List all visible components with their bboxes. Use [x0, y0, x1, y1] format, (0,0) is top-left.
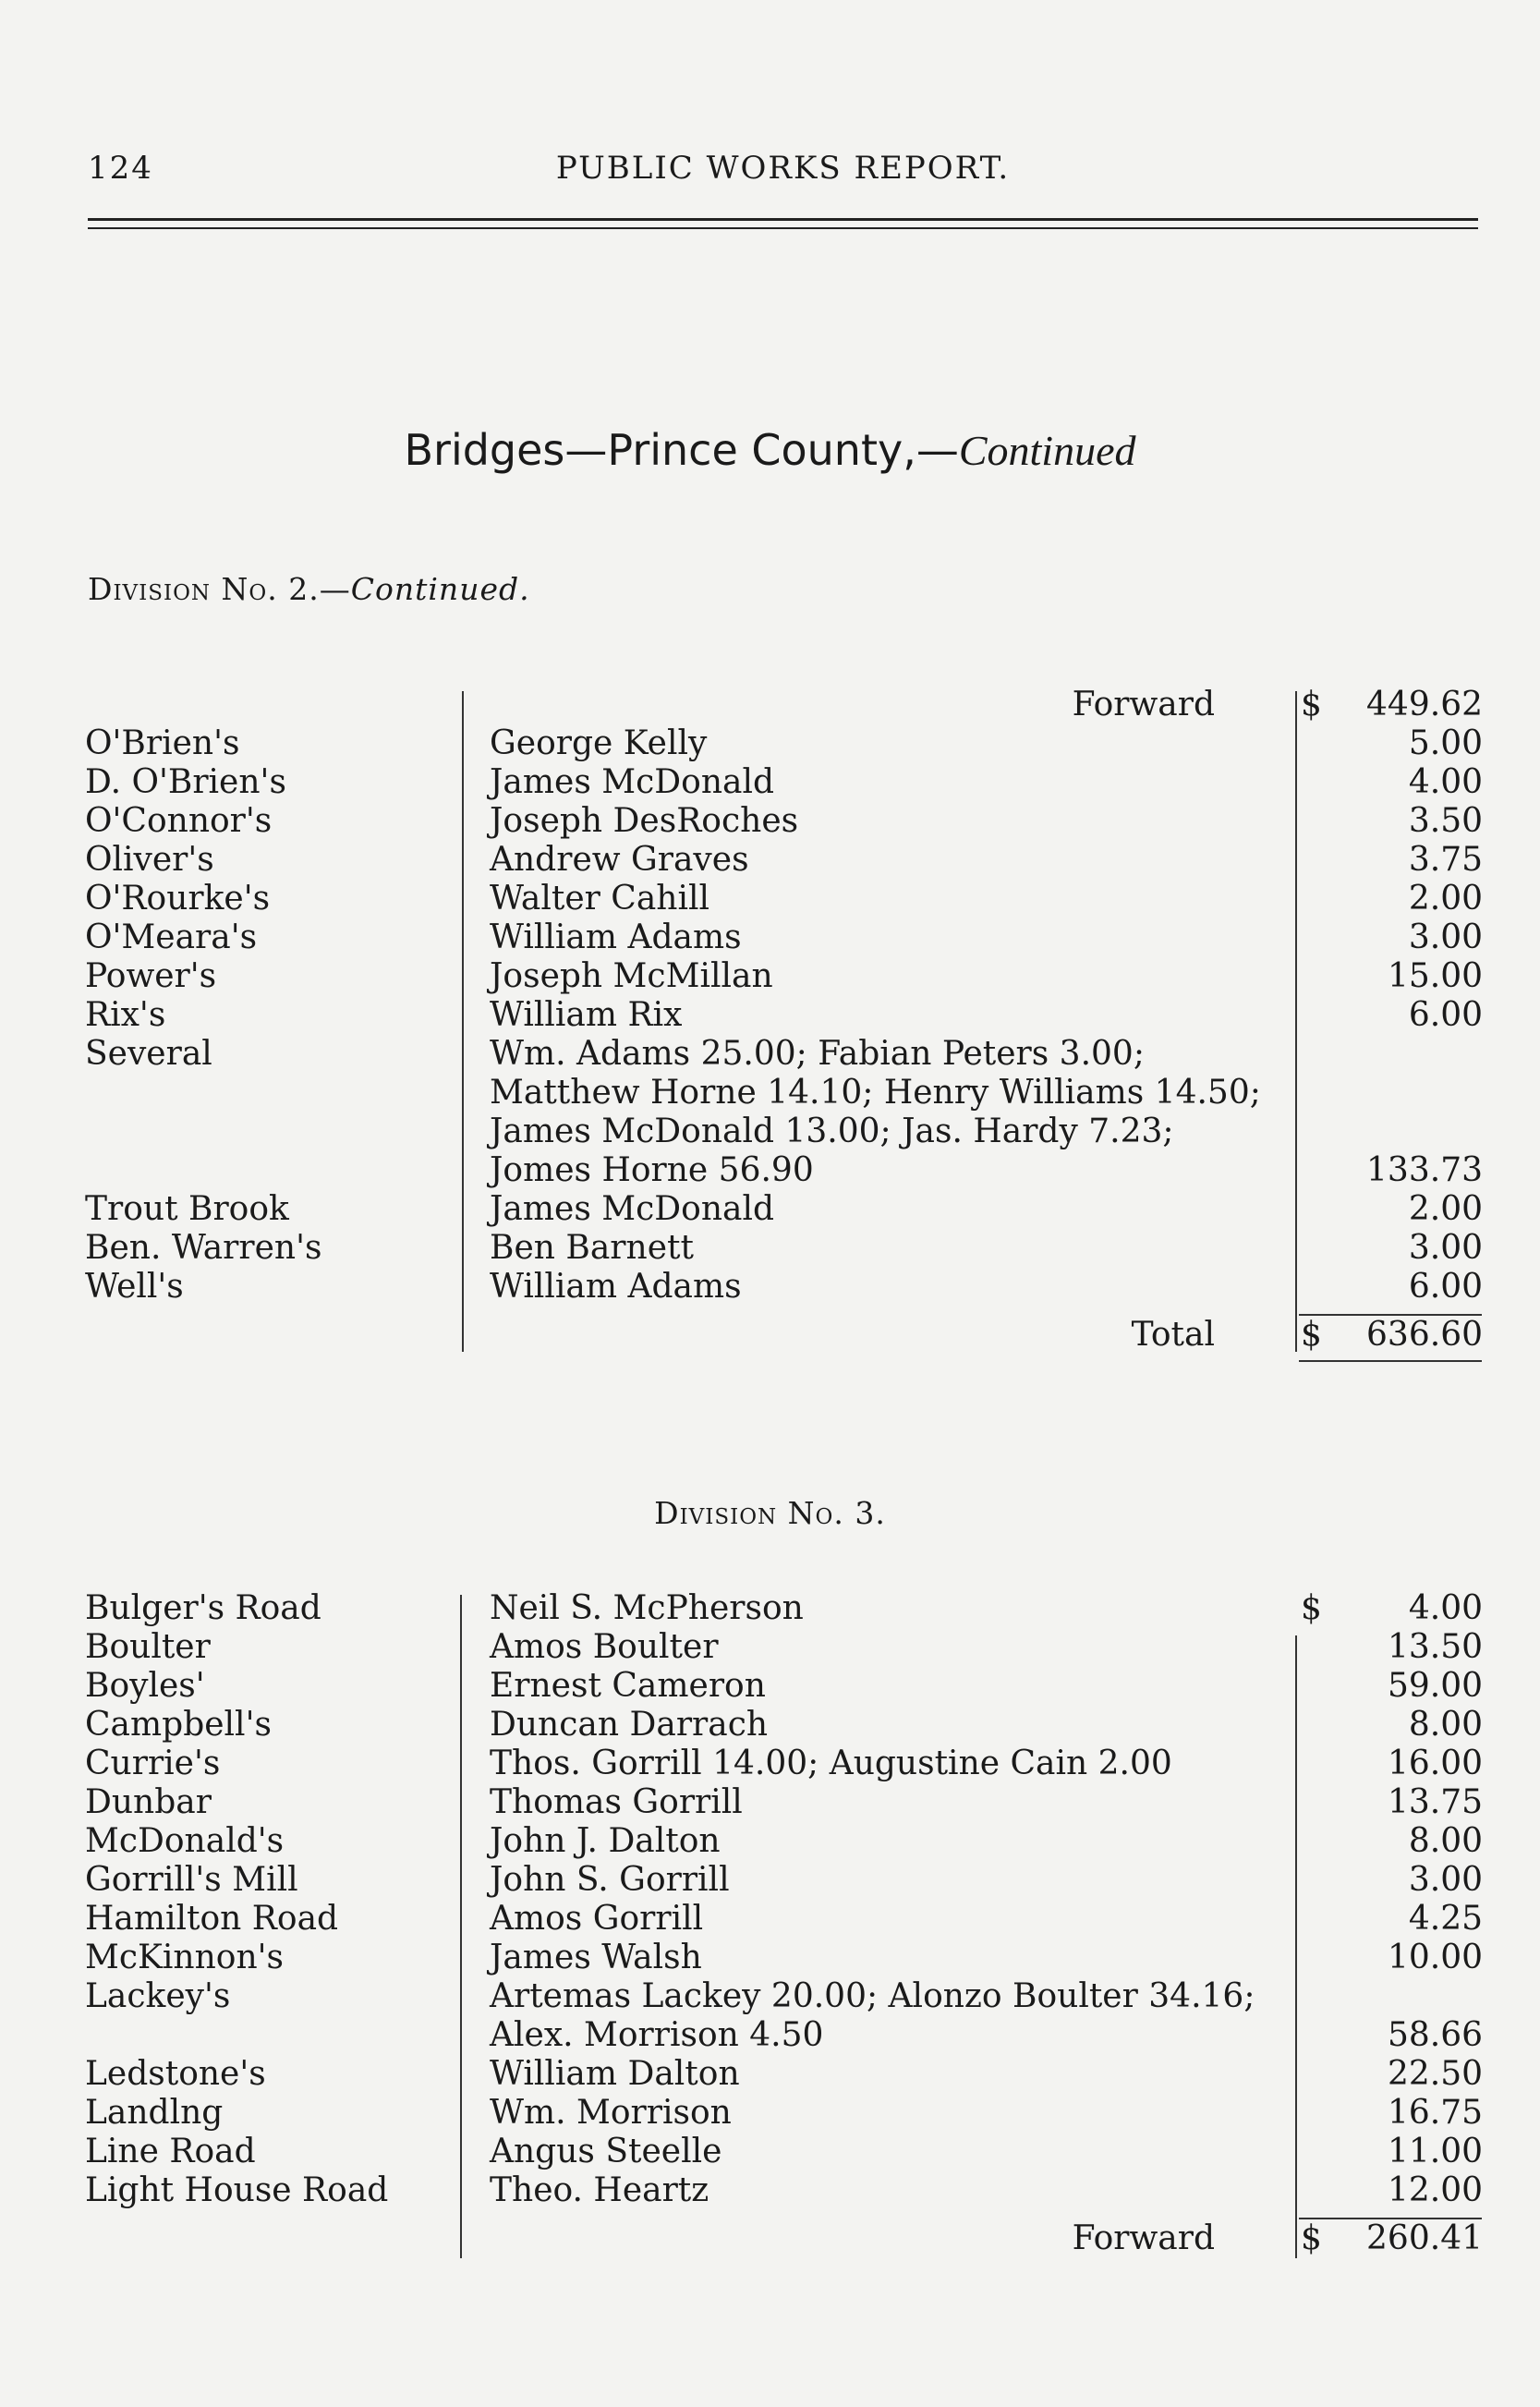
payee: Wm. Morrison — [490, 2094, 732, 2132]
bridge-name: O'Rourke's — [85, 880, 271, 918]
bridge-name: Lackey's — [85, 1977, 231, 2015]
amount: 8.00 — [1408, 1822, 1483, 1860]
payee: Amos Gorrill — [490, 1900, 704, 1938]
page-number: 124 — [88, 150, 153, 187]
bridge-name: Trout Brook — [85, 1190, 289, 1228]
column-divider — [462, 691, 464, 1352]
division-2-heading — [88, 571, 530, 607]
amount: 13.50 — [1387, 1628, 1483, 1666]
forward-row — [0, 686, 1540, 724]
table-row — [0, 841, 1540, 880]
amount: 16.75 — [1387, 2094, 1483, 2132]
bridge-name: Boyles' — [85, 1667, 205, 1705]
payee: Duncan Darrach — [490, 1706, 769, 1744]
total-row — [0, 1316, 1540, 1355]
total-label: Total — [1131, 1316, 1215, 1354]
table-row — [0, 2055, 1540, 2094]
bridge-name: Line Road — [85, 2133, 256, 2170]
amount: 12.00 — [1387, 2171, 1483, 2209]
section-title — [0, 425, 1540, 475]
table-row — [0, 1783, 1540, 1822]
amount: 8.00 — [1408, 1706, 1483, 1744]
payee: Joseph DesRoches — [490, 802, 799, 840]
payee: Andrew Graves — [490, 841, 749, 879]
table-row — [0, 1035, 1540, 1074]
table-row — [0, 1667, 1540, 1706]
bridge-name: O'Brien's — [85, 724, 240, 762]
bridge-name: Hamilton Road — [85, 1900, 339, 1938]
table-row — [0, 1900, 1540, 1939]
amount: 4.25 — [1408, 1900, 1483, 1938]
amount: 3.00 — [1408, 918, 1483, 956]
table-row — [0, 2016, 1540, 2055]
table-row — [0, 1268, 1540, 1307]
bridge-name: McKinnon's — [85, 1939, 285, 1976]
amount: 6.00 — [1408, 1268, 1483, 1306]
forward-label: Forward — [1072, 2219, 1215, 2257]
payee: Thos. Gorrill 14.00; Augustine Cain 2.00 — [490, 1744, 1172, 1782]
bridge-name: Bulger's Road — [85, 1589, 321, 1627]
payee: William Adams — [490, 918, 742, 956]
amount: 3.00 — [1408, 1861, 1483, 1899]
running-header — [88, 150, 1478, 190]
bridge-name: Light House Road — [85, 2171, 389, 2209]
amount: 22.50 — [1387, 2055, 1483, 2093]
amount: 11.00 — [1387, 2133, 1483, 2170]
payee: Ernest Cameron — [490, 1667, 766, 1705]
payee: James Walsh — [490, 1939, 702, 1976]
forward-label: Forward — [1072, 686, 1215, 723]
payee: William Dalton — [490, 2055, 740, 2093]
section-title-continued: Continued — [958, 427, 1136, 474]
payee: George Kelly — [490, 724, 708, 762]
amount: 13.75 — [1387, 1783, 1483, 1821]
payee: James McDonald 13.00; Jas. Hardy 7.23; — [490, 1112, 1174, 1150]
bridge-name: Well's — [85, 1268, 184, 1306]
header-rule-lower — [88, 227, 1478, 229]
bridge-name: McDonald's — [85, 1822, 285, 1860]
amount: 59.00 — [1387, 1667, 1483, 1705]
payee: John J. Dalton — [490, 1822, 721, 1860]
payee: Matthew Horne 14.10; Henry Williams 14.50; — [490, 1074, 1261, 1112]
amount: 16.00 — [1387, 1744, 1483, 1782]
payee: Theo. Heartz — [490, 2171, 709, 2209]
table-row — [0, 1589, 1540, 1628]
amount: 58.66 — [1387, 2016, 1483, 2054]
amount: 2.00 — [1408, 1190, 1483, 1228]
column-divider — [1295, 1635, 1297, 2258]
column-divider — [460, 1595, 462, 2258]
bridge-name: Currie's — [85, 1744, 221, 1782]
table-row — [0, 1977, 1540, 2016]
table-row — [0, 2133, 1540, 2171]
payee: James McDonald — [490, 763, 775, 801]
amount: 3.00 — [1408, 1229, 1483, 1267]
table-row — [0, 1229, 1540, 1268]
division-2-heading-continued: Continued. — [350, 571, 530, 607]
table-row — [0, 1112, 1540, 1151]
bridge-name: Power's — [85, 957, 217, 995]
forward-amount: 449.62 — [1366, 686, 1483, 723]
payee: Wm. Adams 25.00; Fabian Peters 3.00; — [490, 1035, 1145, 1073]
dollar-sign: $ — [1301, 1316, 1322, 1354]
bridge-name: Ledstone's — [85, 2055, 266, 2093]
table-row — [0, 724, 1540, 763]
bridge-name: Campbell's — [85, 1706, 272, 1744]
bridge-name: Several — [85, 1035, 212, 1073]
amount: 3.50 — [1408, 802, 1483, 840]
payee: James McDonald — [490, 1190, 775, 1228]
table-row — [0, 763, 1540, 802]
bridge-name: Boulter — [85, 1628, 211, 1666]
payee: Jomes Horne 56.90 — [490, 1151, 814, 1189]
payee: Joseph McMillan — [490, 957, 773, 995]
amount: 133.73 — [1366, 1151, 1483, 1189]
table-row — [0, 802, 1540, 841]
bridge-name: Landlng — [85, 2094, 224, 2132]
table-row — [0, 957, 1540, 996]
table-row — [0, 1151, 1540, 1190]
amount: 6.00 — [1408, 996, 1483, 1034]
bridge-name: Dunbar — [85, 1783, 212, 1821]
amount: 2.00 — [1408, 880, 1483, 918]
payee: Ben Barnett — [490, 1229, 694, 1267]
payee: John S. Gorrill — [490, 1861, 730, 1899]
payee: Alex. Morrison 4.50 — [490, 2016, 824, 2054]
payee: William Rix — [490, 996, 683, 1034]
payee: Thomas Gorrill — [490, 1783, 743, 1821]
table-row — [0, 1706, 1540, 1744]
dollar-sign: $ — [1301, 2219, 1322, 2257]
payee: Angus Steelle — [490, 2133, 722, 2170]
table-row — [0, 1074, 1540, 1112]
division-2-heading-text: Division No. 2.— — [88, 571, 351, 607]
column-divider — [1295, 691, 1297, 1352]
payee: Walter Cahill — [490, 880, 710, 918]
header-rule — [88, 218, 1478, 221]
bridge-name: D. O'Brien's — [85, 763, 286, 801]
payee: Artemas Lackey 20.00; Alonzo Boulter 34.16; — [490, 1977, 1255, 2015]
table-row — [0, 1939, 1540, 1977]
table-row — [0, 1744, 1540, 1783]
table-row — [0, 1822, 1540, 1861]
table-row — [0, 880, 1540, 918]
amount: 4.00 — [1408, 763, 1483, 801]
table-row — [0, 996, 1540, 1035]
amount: 10.00 — [1387, 1939, 1483, 1976]
table-row — [0, 2171, 1540, 2210]
total-underline — [1299, 1360, 1482, 1362]
section-title-main: Bridges—Prince County,— — [404, 425, 959, 475]
bridge-name: Ben. Warren's — [85, 1229, 322, 1267]
table-row — [0, 2094, 1540, 2133]
division-3-heading: Division No. 3. — [654, 1495, 886, 1531]
table-row — [0, 1628, 1540, 1667]
payee: Neil S. McPherson — [490, 1589, 804, 1627]
bridge-name: Rix's — [85, 996, 166, 1034]
table-row — [0, 1861, 1540, 1900]
running-title: PUBLIC WORKS REPORT. — [555, 150, 1011, 187]
forward-amount: 260.41 — [1366, 2219, 1483, 2257]
amount: 5.00 — [1408, 724, 1483, 762]
table-row — [0, 1190, 1540, 1229]
dollar-sign: $ — [1301, 686, 1322, 723]
bridge-name: Oliver's — [85, 841, 214, 879]
forward-row — [0, 2219, 1540, 2258]
payee: Amos Boulter — [490, 1628, 719, 1666]
amount: 4.00 — [1408, 1589, 1483, 1627]
dollar-sign: $ — [1301, 1589, 1322, 1627]
table-row — [0, 918, 1540, 957]
bridge-name: O'Connor's — [85, 802, 273, 840]
amount: 15.00 — [1387, 957, 1483, 995]
bridge-name: O'Meara's — [85, 918, 258, 956]
total-amount: 636.60 — [1366, 1316, 1483, 1354]
amount: 3.75 — [1408, 841, 1483, 879]
payee: William Adams — [490, 1268, 742, 1306]
bridge-name: Gorrill's Mill — [85, 1861, 298, 1899]
